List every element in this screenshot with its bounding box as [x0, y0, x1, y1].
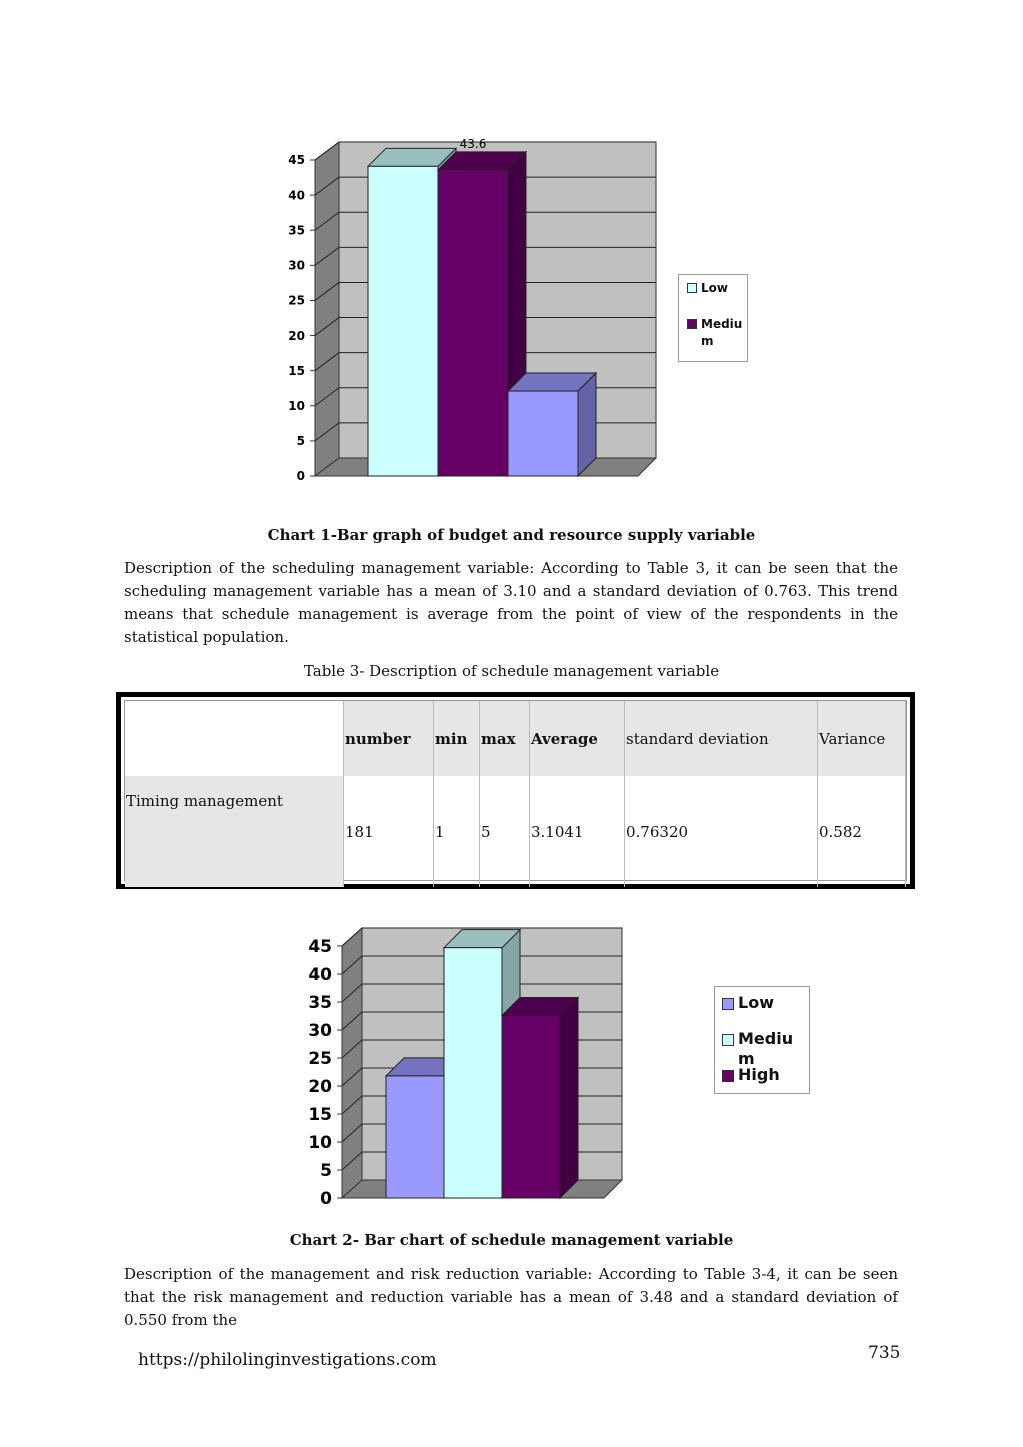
y-tick-label: 0 [296, 469, 305, 484]
legend-label: Medium [701, 317, 743, 348]
cell-variance: 0.582 [818, 776, 906, 887]
legend-swatch [722, 1034, 734, 1046]
header-variance: Variance [818, 701, 906, 776]
chart-side-wall [342, 928, 362, 1198]
legend-swatch [722, 998, 734, 1010]
cell-number: 181 [344, 776, 434, 887]
paragraph-risk-management: Description of the management and risk reduction variable: According to Table 3-4, it can be seen that the risk management and reduction variable has a mean of 3.48 and a standard deviation of 0.550 from the [124, 1265, 898, 1329]
y-tick-label: 5 [296, 434, 305, 449]
bar-side [560, 997, 578, 1198]
y-tick-label: 15 [288, 363, 305, 378]
header-min: min [434, 701, 480, 776]
bar [386, 1076, 444, 1198]
y-tick-label: 35 [288, 223, 305, 238]
header-max: max [480, 701, 530, 776]
chart-2-caption: Chart 2- Bar chart of schedule management variable [289, 1231, 734, 1249]
legend-item [722, 1029, 808, 1069]
legend-item [722, 993, 808, 1013]
legend-label: Medium [738, 1029, 794, 1068]
y-tick-label: 5 [320, 1160, 332, 1181]
chart-2-legend [714, 986, 810, 1094]
cell-average: 3.1041 [530, 776, 625, 887]
y-tick-label: 25 [288, 293, 305, 308]
footer-url[interactable]: https://philolinginvestigations.com [138, 1350, 437, 1370]
bar [502, 1015, 560, 1198]
y-tick-label: 10 [288, 398, 305, 413]
legend-item [722, 1065, 808, 1085]
y-tick-label: 45 [308, 936, 332, 957]
legend-label: Low [738, 993, 774, 1012]
cell-max: 5 [480, 776, 530, 887]
y-tick-label: 40 [288, 188, 305, 203]
paragraph-scheduling: Description of the scheduling management variable: According to Table 3, it can be seen that the scheduling management variable has a mean of 3.10 and a standard deviation of 0.763. This trend means that schedule management is average from the point of view of the respondents in the statistical population. [124, 559, 898, 646]
y-tick-label: 30 [288, 258, 305, 273]
y-tick-label: 30 [308, 1020, 332, 1041]
data-label: 43.6 [459, 136, 487, 151]
header-number: number [344, 701, 434, 776]
y-tick-label: 20 [308, 1076, 332, 1097]
y-tick-label: 10 [308, 1132, 332, 1153]
cell-min: 1 [434, 776, 480, 887]
chart-1-caption: Chart 1-Bar graph of budget and resource supply variable [267, 526, 756, 544]
y-tick-label: 15 [308, 1104, 332, 1125]
page-number: 735 [868, 1343, 901, 1363]
cell-standard-deviation: 0.76320 [625, 776, 818, 887]
y-tick-label: 20 [288, 328, 305, 343]
row-label: Timing management [125, 776, 344, 887]
table-3-title: Table 3- Description of schedule management variable [303, 662, 720, 680]
y-tick-label: 45 [288, 153, 305, 168]
y-tick-label: 0 [320, 1188, 332, 1209]
y-tick-label: 35 [308, 992, 332, 1013]
legend-swatch [722, 1070, 734, 1082]
y-tick-label: 40 [308, 964, 332, 985]
legend-label: Low [701, 281, 728, 295]
header-average: Average [530, 701, 625, 776]
header-standard-deviation: standard deviation [625, 701, 818, 776]
y-tick-label: 25 [308, 1048, 332, 1069]
legend-label: High [738, 1065, 780, 1084]
bar [444, 948, 502, 1198]
